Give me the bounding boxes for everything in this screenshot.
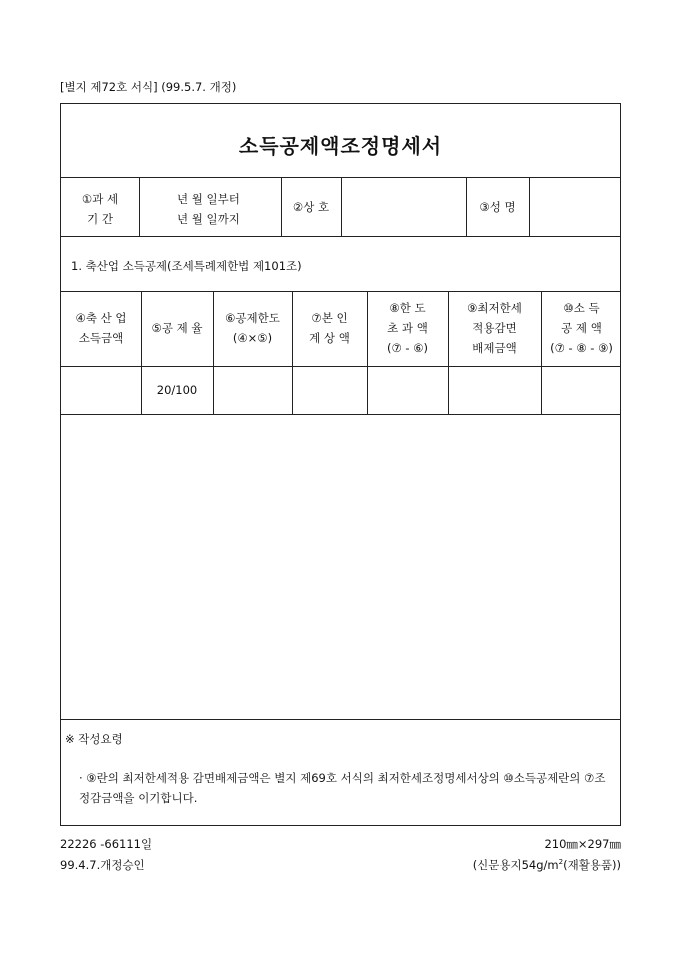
section-title: 1. 축산업 소득공제(조세특례제한법 제101조) (71, 259, 302, 273)
column-header: ④축 산 업 소득금액 (75, 311, 127, 345)
deduction-rate-value: 20/100 (156, 383, 198, 397)
column-header: ⑩소 득 공 제 액 (⑦ - ⑧ - ⑨) (550, 301, 613, 355)
divider (61, 366, 620, 367)
form-frame (60, 103, 621, 826)
divider (61, 719, 620, 720)
tax-period-dates: 년 월 일부터 년 월 일까지 (177, 192, 240, 226)
form-code: 22226 -66111일 (60, 837, 153, 851)
notes-text: · ⑨란의 최저한세적용 감면배제금액은 별지 제69호 서식의 최저한세조정명세서상의 ⑩소득공제란의 ⑦조정감금액을 이기합니다. (79, 771, 606, 805)
column-header: ⑤공 제 율 (151, 321, 203, 335)
paper-type: (신문용지$54g/m^2$(재활용품)) (472, 858, 621, 872)
paper-size: 210㎜×297㎜ (544, 837, 621, 851)
divider (341, 177, 342, 236)
column-header: ⑦본 인 계 상 액 (309, 311, 350, 345)
tax-period-label: ①과 세 기 간 (81, 192, 119, 226)
divider (61, 291, 620, 292)
divider (61, 236, 620, 237)
column-header: ⑧한 도 초 과 액 (⑦ - ⑥) (386, 301, 429, 355)
divider (529, 177, 530, 236)
form-header-note: [별지 제72호 서식] (99.5.7. 개정) (60, 80, 237, 94)
divider (139, 177, 140, 236)
column-header: ⑨최저한세 적용감면 배제금액 (467, 301, 522, 355)
person-name-label: ③성 명 (479, 200, 516, 214)
form-title: 소득공제액조정명세서 (238, 134, 443, 158)
column-header: ⑥공제한도 (④×⑤) (225, 311, 280, 345)
company-name-label: ②상 호 (292, 200, 330, 214)
divider (61, 414, 620, 415)
notes-heading: ※ 작성요령 (65, 732, 123, 746)
approval-date: 99.4.7.개정승인 (60, 858, 145, 872)
